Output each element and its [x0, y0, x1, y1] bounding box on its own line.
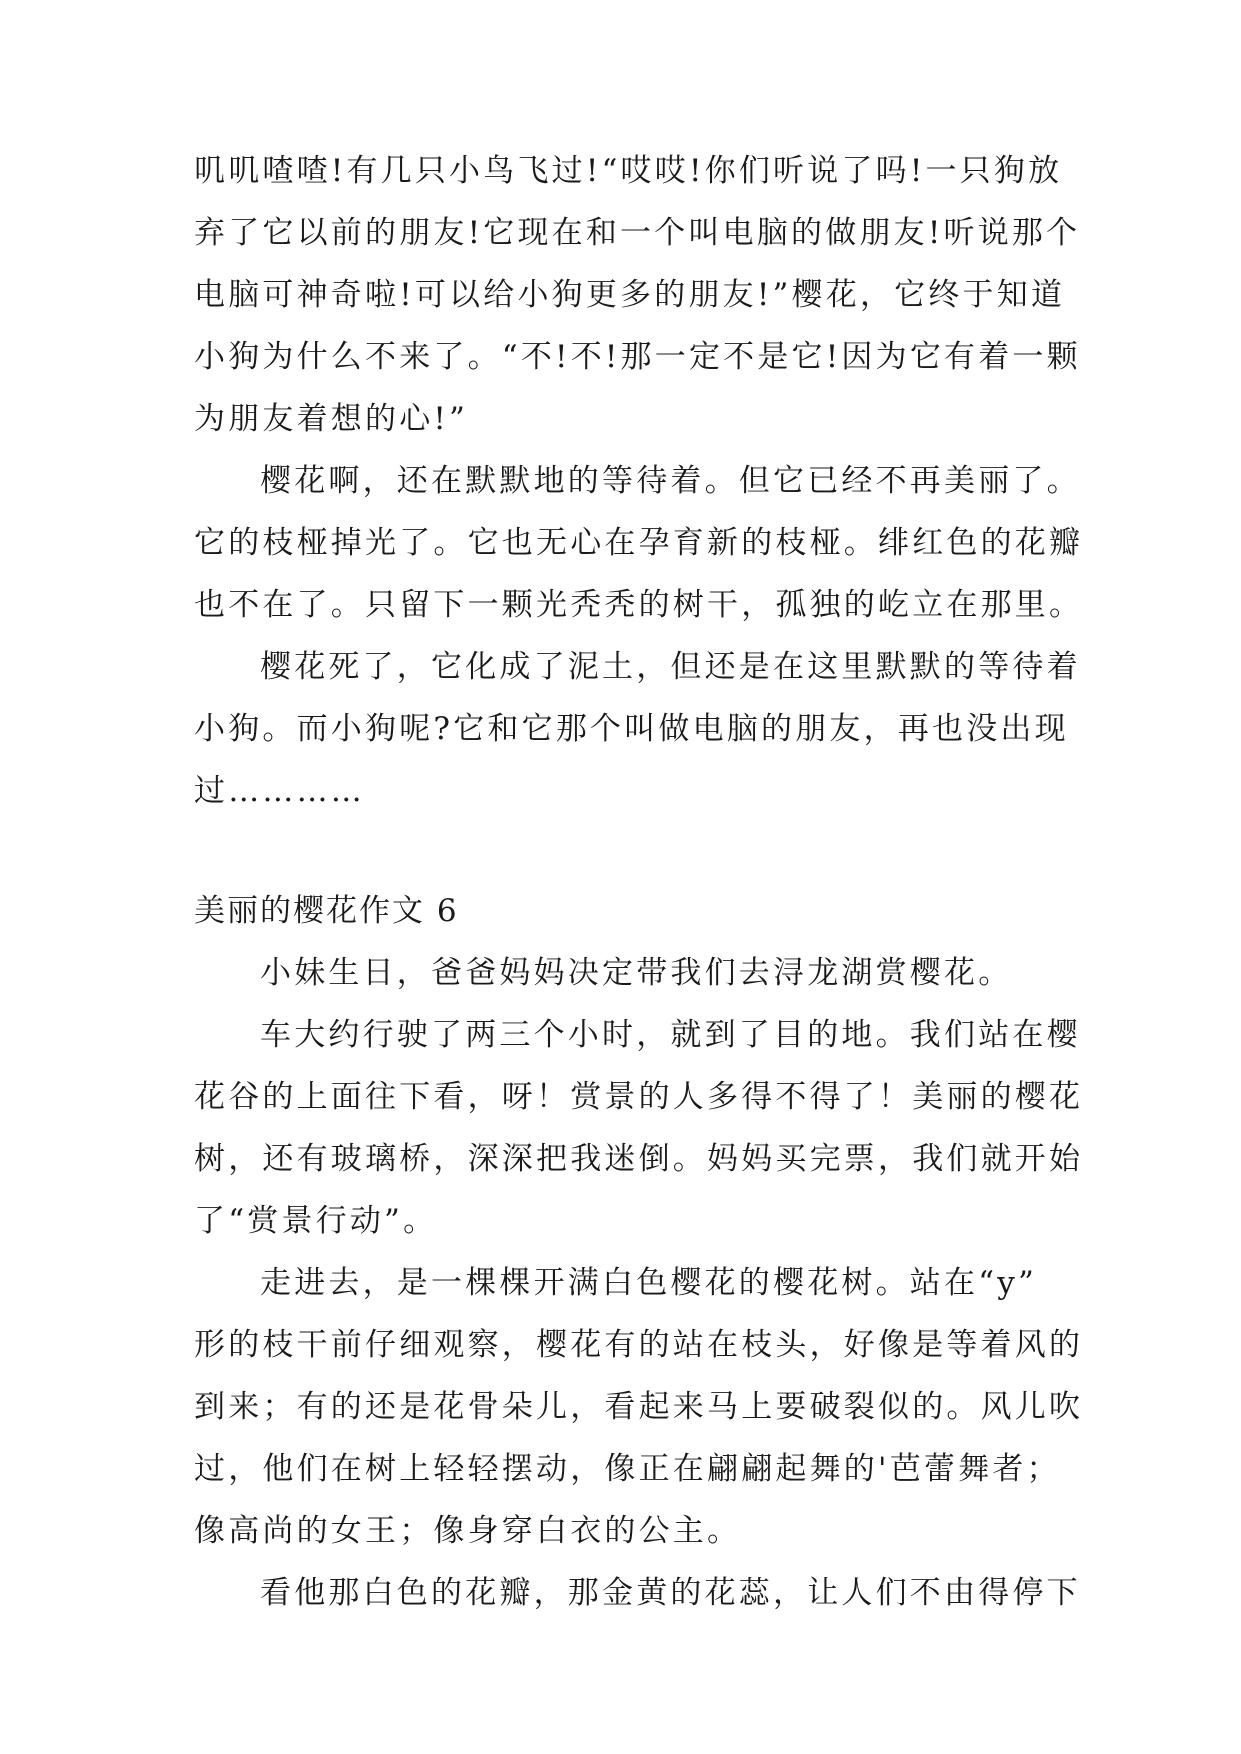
paragraph-line: 像高尚的女王；像身穿白衣的公主。	[194, 1513, 742, 1549]
paragraph-line: 它的枝桠掉光了。它也无心在孕育新的枝桠。绯红色的花瓣	[194, 525, 1084, 561]
document-body	[194, 140, 1084, 1624]
paragraph-line: 弃了它以前的朋友!它现在和一个叫电脑的做朋友!听说那个	[194, 215, 1081, 251]
paragraph-line: 了“赏景行动”。	[194, 1203, 438, 1239]
section-gap	[194, 822, 1074, 880]
paragraph-line: 过…………	[194, 773, 365, 809]
paragraph-line: 电脑可神奇啦!可以给小狗更多的朋友!”樱花，它终于知道	[194, 277, 1066, 313]
paragraph-line: 车大约行驶了两三个小时，就到了目的地。我们站在樱	[260, 1017, 1081, 1053]
paragraph-line: 过，他们在树上轻轻摆动，像正在翩翩起舞的'芭蕾舞者；	[194, 1451, 1061, 1487]
paragraph-line: 走进去，是一棵棵开满白色樱花的樱花树。站在“y”	[260, 1265, 1038, 1301]
paragraph-line: 樱花啊，还在默默地的等待着。但它已经不再美丽了。	[260, 463, 1081, 499]
paragraph-line: 花谷的上面往下看，呀！赏景的人多得不得了！美丽的樱花	[194, 1079, 1084, 1115]
paragraph-line: 树，还有玻璃桥，深深把我迷倒。妈妈买完票，我们就开始	[194, 1141, 1084, 1177]
paragraph-line: 形的枝干前仔细观察，樱花有的站在枝头，好像是等着风的	[194, 1327, 1084, 1363]
paragraph-line: 小妹生日，爸爸妈妈决定带我们去浔龙湖赏樱花。	[260, 955, 1013, 991]
paragraph-line: 樱花死了，它化成了泥土，但还是在这里默默的等待着	[260, 649, 1081, 685]
paragraph-line: 也不在了。只留下一颗光秃秃的树干，孤独的屹立在那里。	[194, 587, 1084, 623]
paragraph-line: 看他那白色的花瓣，那金黄的花蕊，让人们不由得停下	[260, 1575, 1081, 1611]
paragraph-line: 到来；有的还是花骨朵儿，看起来马上要破裂似的。风儿吹	[194, 1389, 1084, 1425]
paragraph-line: 小狗为什么不来了。“不!不!那一定不是它!因为它有着一颗	[194, 339, 1081, 375]
paragraph-line: 叽叽喳喳!有几只小鸟飞过!“哎哎!你们听说了吗!一只狗放	[194, 153, 1063, 189]
paragraph-line: 小狗。而小狗呢?它和它那个叫做电脑的朋友，再也没出现	[194, 711, 1069, 747]
paragraph-line: 为朋友着想的心!”	[194, 401, 469, 437]
section-heading: 美丽的樱花作文 6	[194, 893, 459, 929]
